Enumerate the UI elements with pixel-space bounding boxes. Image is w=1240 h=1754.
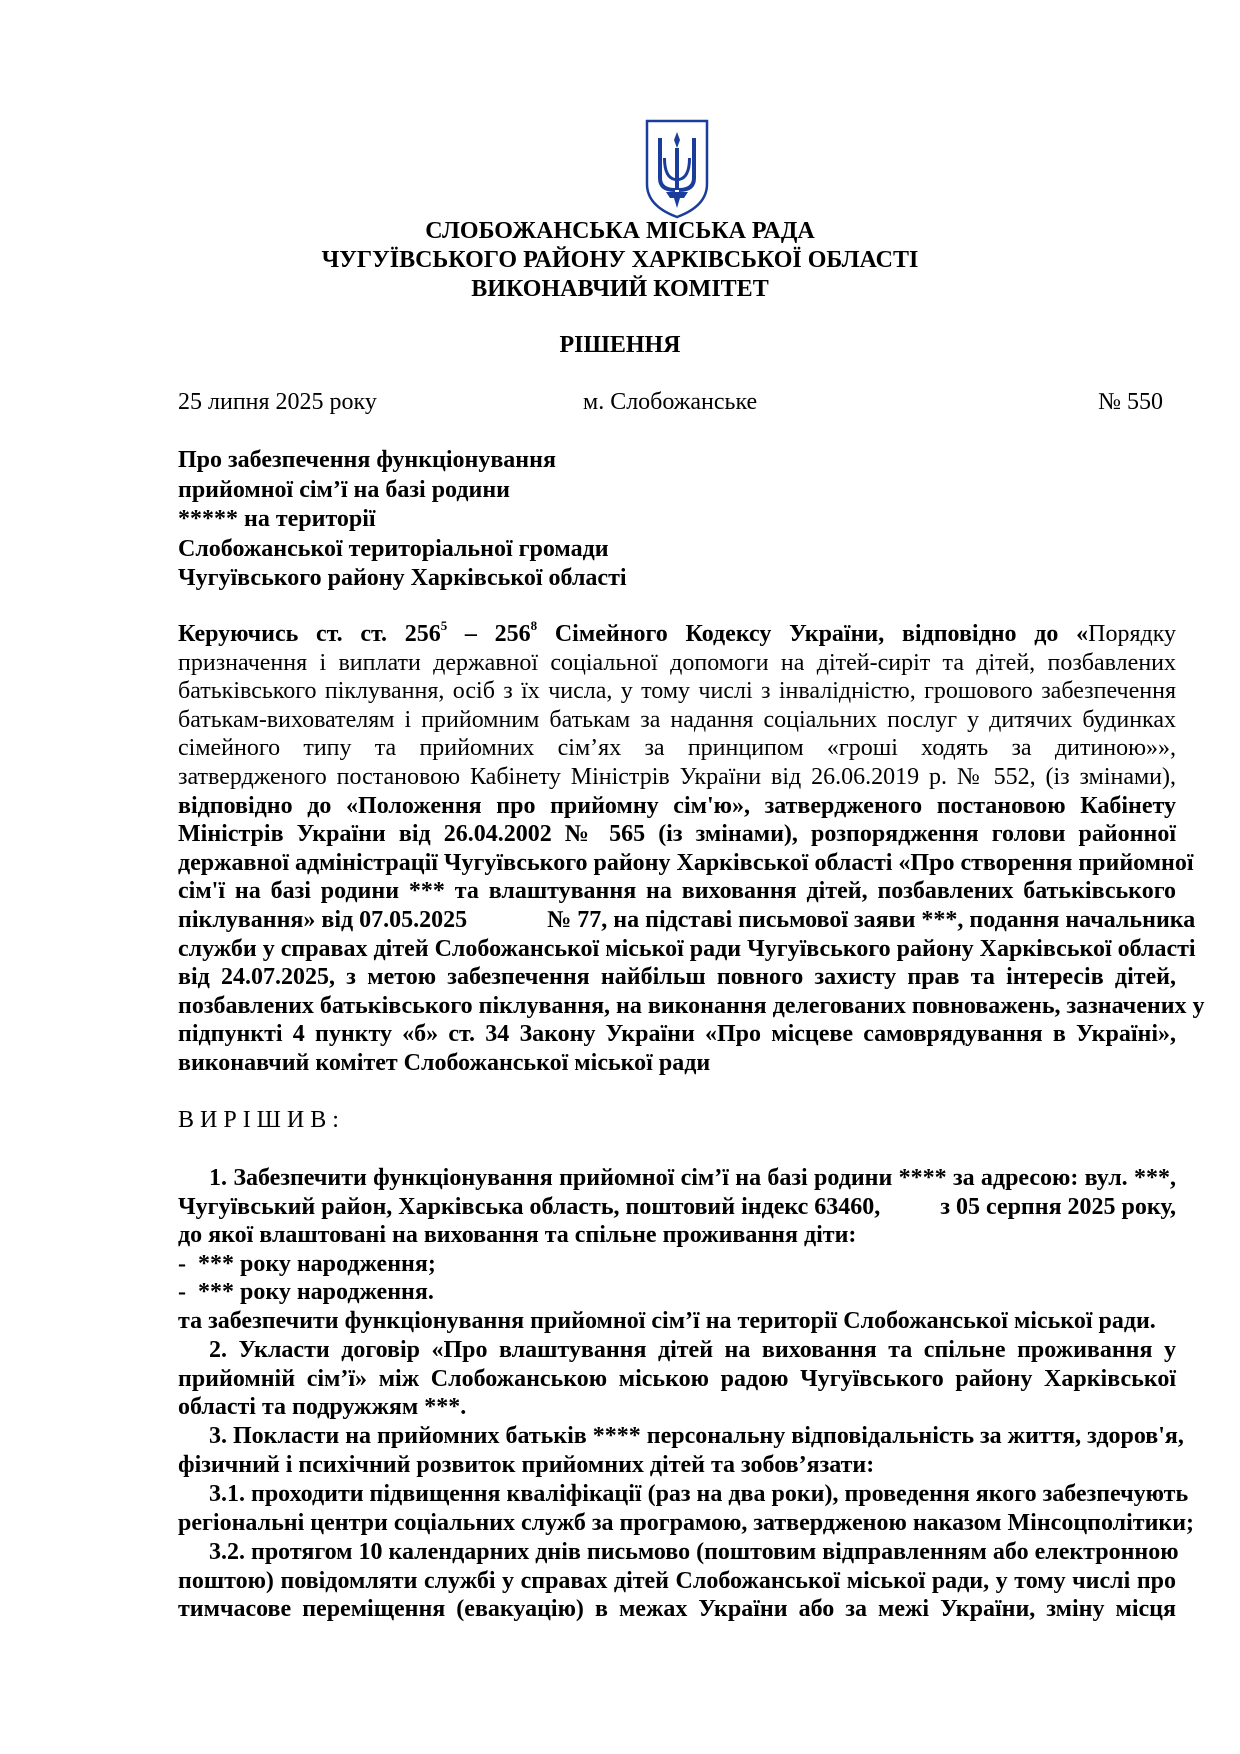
item-line: області та подружжям ***. bbox=[178, 1394, 467, 1421]
item-line: 3.2. протягом 10 календарних днів письмово (поштовим відправленням або електронною bbox=[209, 1539, 1179, 1565]
preamble-line: служби у справах дітей Слобожанської міської ради Чугуївського району Харківської області bbox=[178, 935, 1196, 962]
preamble-line: батькам-вихователям і прийомним батькам за надання соціальних послуг у дитячих будинках bbox=[178, 706, 1176, 733]
preamble-line: підпункті 4 пункту «б» ст. 34 Закону України «Про місцеве самоврядування в Україні», bbox=[178, 1021, 1176, 1048]
item-line: регіональні центри соціальних служб за програмою, затвердженою наказом Мінсоцполітики; bbox=[178, 1509, 1195, 1536]
preamble-line: затвердженого постановою Кабінету Міністрів України від 26.06.2019 р. № 552, (із змінами), bbox=[178, 763, 1176, 790]
preamble-line: Керуючись ст. ст. $256^5 - 256^8$ Сімейного Кодексу України, відповідно до «Порядку bbox=[178, 618, 1177, 647]
preamble-line: державної адміністрації Чугуївського району Харківської області «Про створення прийомної bbox=[178, 849, 1194, 876]
preamble-line: призначення і виплати державної соціальної допомоги на дітей-сиріт та дітей, позбавлених bbox=[178, 649, 1176, 676]
child-entry: - *** року народження; bbox=[178, 1250, 436, 1277]
preamble-line: позбавлених батьківського піклування, на виконання делегованих повноважень, зазначених у bbox=[178, 992, 1205, 1019]
item-line: до якої влаштовані на виховання та спільне проживання діти: bbox=[178, 1222, 857, 1249]
preamble bbox=[178, 618, 1205, 1078]
item-line: Чугуївський район, Харківська область, поштовий індекс 63460, з 05 серпня 2025 року, bbox=[178, 1193, 1176, 1220]
item-line: та забезпечити функціонування прийомної сім’ї на території Слобожанської міської ради. bbox=[178, 1307, 1156, 1334]
item-line: фізичний і психічний розвиток прийомних дітей та зобов’язати: bbox=[178, 1451, 875, 1478]
item-3 bbox=[178, 1422, 1184, 1479]
item-3-2 bbox=[178, 1538, 1179, 1624]
document-type: РІШЕННЯ bbox=[559, 332, 681, 358]
preamble-line: сімейного типу та прийомних сім’ях за принципом «гроші ходять за дитиною»», bbox=[178, 735, 1176, 762]
preamble-line: виконавчий комітет Слобожанської міської ради bbox=[178, 1049, 711, 1076]
decision-title bbox=[178, 446, 778, 594]
org-name-line1: СЛОБОЖАНСЬКА МІСЬКА РАДА bbox=[425, 218, 815, 244]
item-line: 3.1. проходити підвищення кваліфікації (раз на два роки), проведення якого забезпечують bbox=[209, 1481, 1189, 1507]
decision-date: 25 липня 2025 року bbox=[178, 389, 377, 415]
meta-row bbox=[178, 388, 1163, 418]
title-line: прийомної сім’ї на базі родини bbox=[178, 476, 510, 503]
preamble-line: батьківського піклування, осіб з їх числа, у тому числі з інвалідністю, грошового забезпечення bbox=[178, 678, 1176, 705]
item-line: поштою) повідомляти службі у справах дітей Слобожанської міської ради, у тому числі про bbox=[178, 1567, 1176, 1594]
title-line: ***** на території bbox=[178, 506, 376, 532]
preamble-line: сім'ї на базі родини *** та влаштування на виховання дітей, позбавлених батьківського bbox=[178, 878, 1176, 905]
item-line: 1. Забезпечити функціонування прийомної сім’ї на базі родини **** за адресою: вул. ***, bbox=[209, 1165, 1176, 1191]
org-name-line3: ВИКОНАВЧИЙ КОМІТЕТ bbox=[471, 276, 769, 302]
item-line: 2. Укласти договір «Про влаштування дітей на виховання та спільне проживання у bbox=[209, 1337, 1176, 1363]
preamble-line: Міністрів України від 26.04.2002 № 565 (із змінами), розпорядження голови районної bbox=[178, 821, 1176, 848]
coat-of-arms-trident-icon bbox=[644, 118, 710, 219]
preamble-line: піклування» від 07.05.2025 № 77, на підставі письмової заяви ***, подання начальника bbox=[178, 906, 1196, 933]
item-2 bbox=[178, 1336, 1176, 1422]
item-3-1 bbox=[178, 1480, 1195, 1537]
decision-city: м. Слобожанське bbox=[583, 389, 758, 415]
title-line: Про забезпечення функціонування bbox=[178, 447, 556, 473]
item-line: тимчасове переміщення (евакуацію) в межах України або за межі України, зміну місця bbox=[178, 1596, 1176, 1623]
org-name-line2: ЧУГУЇВСЬКОГО РАЙОНУ ХАРКІВСЬКОЇ ОБЛАСТІ bbox=[321, 247, 919, 273]
item-line: 3. Покласти на прийомних батьків **** персональну відповідальність за життя, здоров'я, bbox=[209, 1423, 1184, 1449]
preamble-line: від 24.07.2025, з метою забезпечення найбільш повного захисту прав та інтересів дітей, bbox=[178, 964, 1176, 991]
decided-heading: ВИРІШИВ: bbox=[178, 1107, 345, 1133]
title-line: Чугуївського району Харківської області bbox=[178, 565, 627, 591]
decision-number: № 550 bbox=[1098, 389, 1163, 415]
preamble-line: відповідно до «Положення про прийомну сім'ю», затвердженого постановою Кабінету bbox=[178, 792, 1176, 819]
item-line: прийомній сім’ї» між Слобожанською міською радою Чугуївського району Харківської bbox=[178, 1365, 1176, 1392]
item-1 bbox=[178, 1164, 1176, 1336]
title-line: Слобожанської територіальної громади bbox=[178, 535, 609, 562]
child-entry: - *** року народження. bbox=[178, 1279, 434, 1306]
